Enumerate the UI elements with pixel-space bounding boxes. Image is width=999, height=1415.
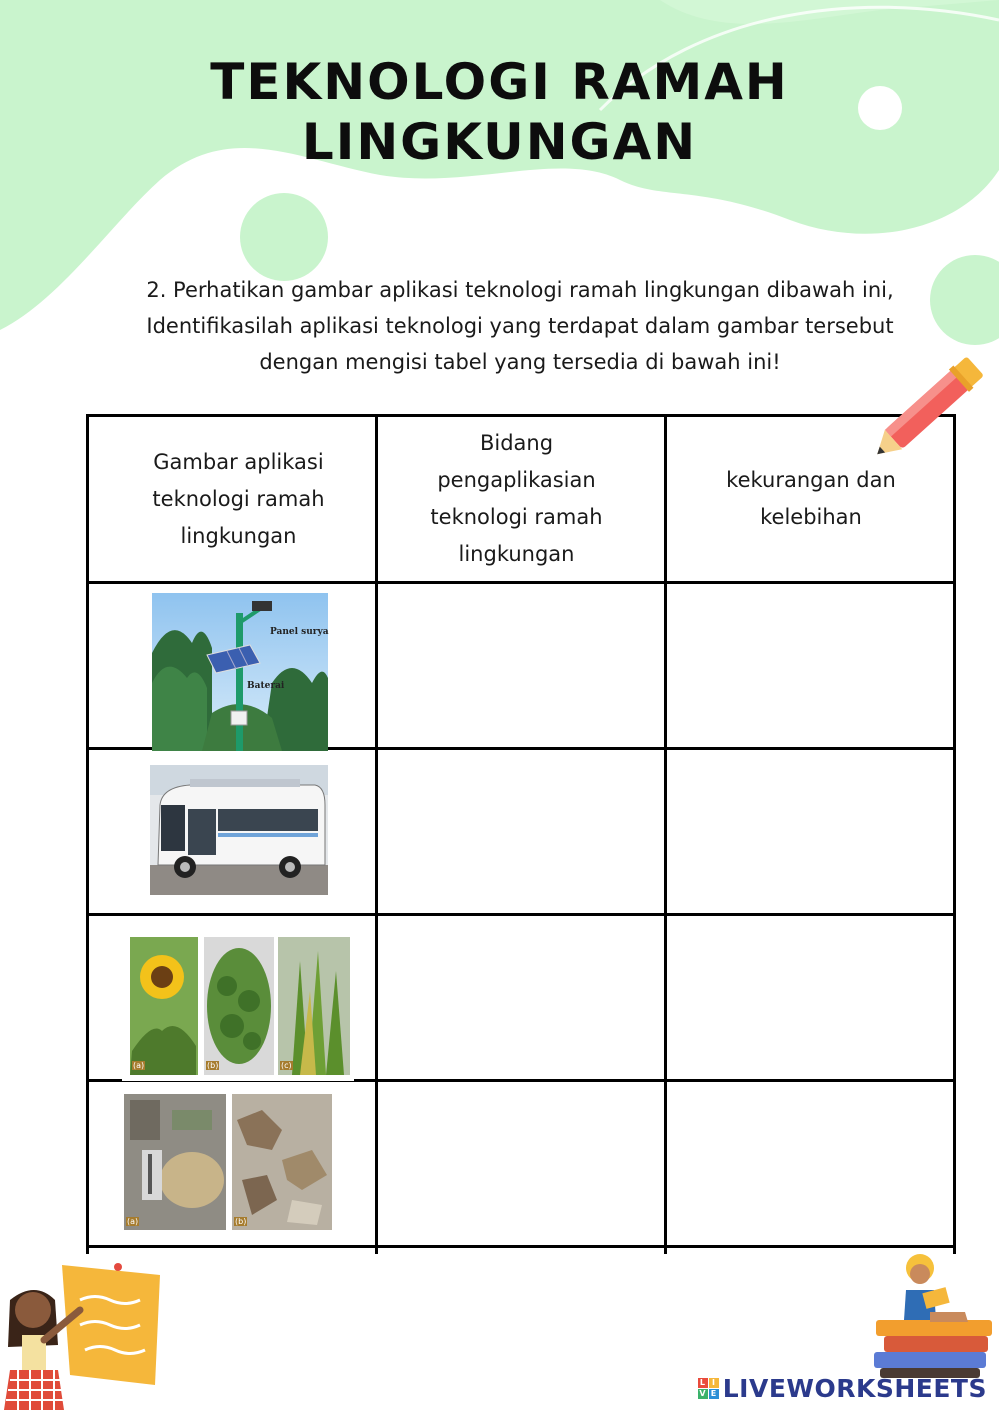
liveworksheets-watermark: [698, 1374, 987, 1403]
solar-bus-image: [150, 765, 328, 895]
label-baterai: Baterai: [247, 681, 285, 691]
waste-processing-image: [122, 1090, 334, 1240]
answer-cell-row3-field[interactable]: [378, 916, 664, 1079]
header-field-column: Bidang pengaplikasian teknologi ramah lingkungan: [430, 431, 603, 566]
solar-street-lamp-image: [152, 593, 328, 751]
answer-cell-row3-proscons[interactable]: [667, 916, 953, 1079]
answer-table: [86, 414, 956, 1254]
girl-teacher-illustration: [0, 1255, 170, 1415]
logo-letter: E: [709, 1389, 719, 1399]
answer-cell-row4-proscons[interactable]: [667, 1082, 953, 1245]
header-image-column: Gambar aplikasi teknologi ramah lingkungan: [152, 449, 325, 548]
logo-letter: V: [699, 1389, 707, 1398]
plants-image: [122, 931, 354, 1081]
instruction-line-3: dengan mengisi tabel yang tersedia di bawah ini!: [259, 350, 781, 374]
label-plant-b: (b): [207, 1061, 219, 1070]
logo-letter: L: [698, 1378, 708, 1388]
answer-cell-row2-field[interactable]: [378, 750, 664, 913]
answer-cell-row1-proscons[interactable]: [667, 584, 953, 747]
title-line-2: LINGKUNGAN: [301, 113, 698, 171]
label-panel-surya: Panel surya: [270, 627, 329, 637]
label-waste-a: (a): [127, 1217, 139, 1226]
instruction-line-1: 2. Perhatikan gambar aplikasi teknologi ramah lingkungan dibawah ini,: [146, 278, 894, 302]
pencil-icon: [866, 340, 999, 460]
page-title: [0, 52, 999, 172]
title-line-1: TEKNOLOGI RAMAH: [210, 53, 789, 111]
reading-girl-illustration: [870, 1250, 999, 1380]
answer-cell-row4-field[interactable]: [378, 1082, 664, 1245]
header-pros-cons-column: kekurangan dan kelebihan: [726, 468, 896, 529]
table-vline: [86, 414, 89, 1254]
table-vline: [953, 414, 956, 1254]
label-plant-a: (a): [133, 1061, 145, 1070]
table-hline: [86, 1245, 956, 1248]
watermark-text: LIVEWORKSHEETS: [722, 1374, 987, 1403]
label-waste-b: (b): [235, 1217, 247, 1226]
answer-cell-row2-proscons[interactable]: [667, 750, 953, 913]
instruction-text: [100, 272, 940, 380]
answer-cell-row1-field[interactable]: [378, 584, 664, 747]
label-plant-c: (c): [281, 1061, 292, 1070]
liveworksheets-logo-icon: [698, 1378, 719, 1399]
instruction-line-2: Identifikasilah aplikasi teknologi yang terdapat dalam gambar tersebut: [146, 314, 894, 338]
logo-letter: I: [709, 1378, 719, 1388]
